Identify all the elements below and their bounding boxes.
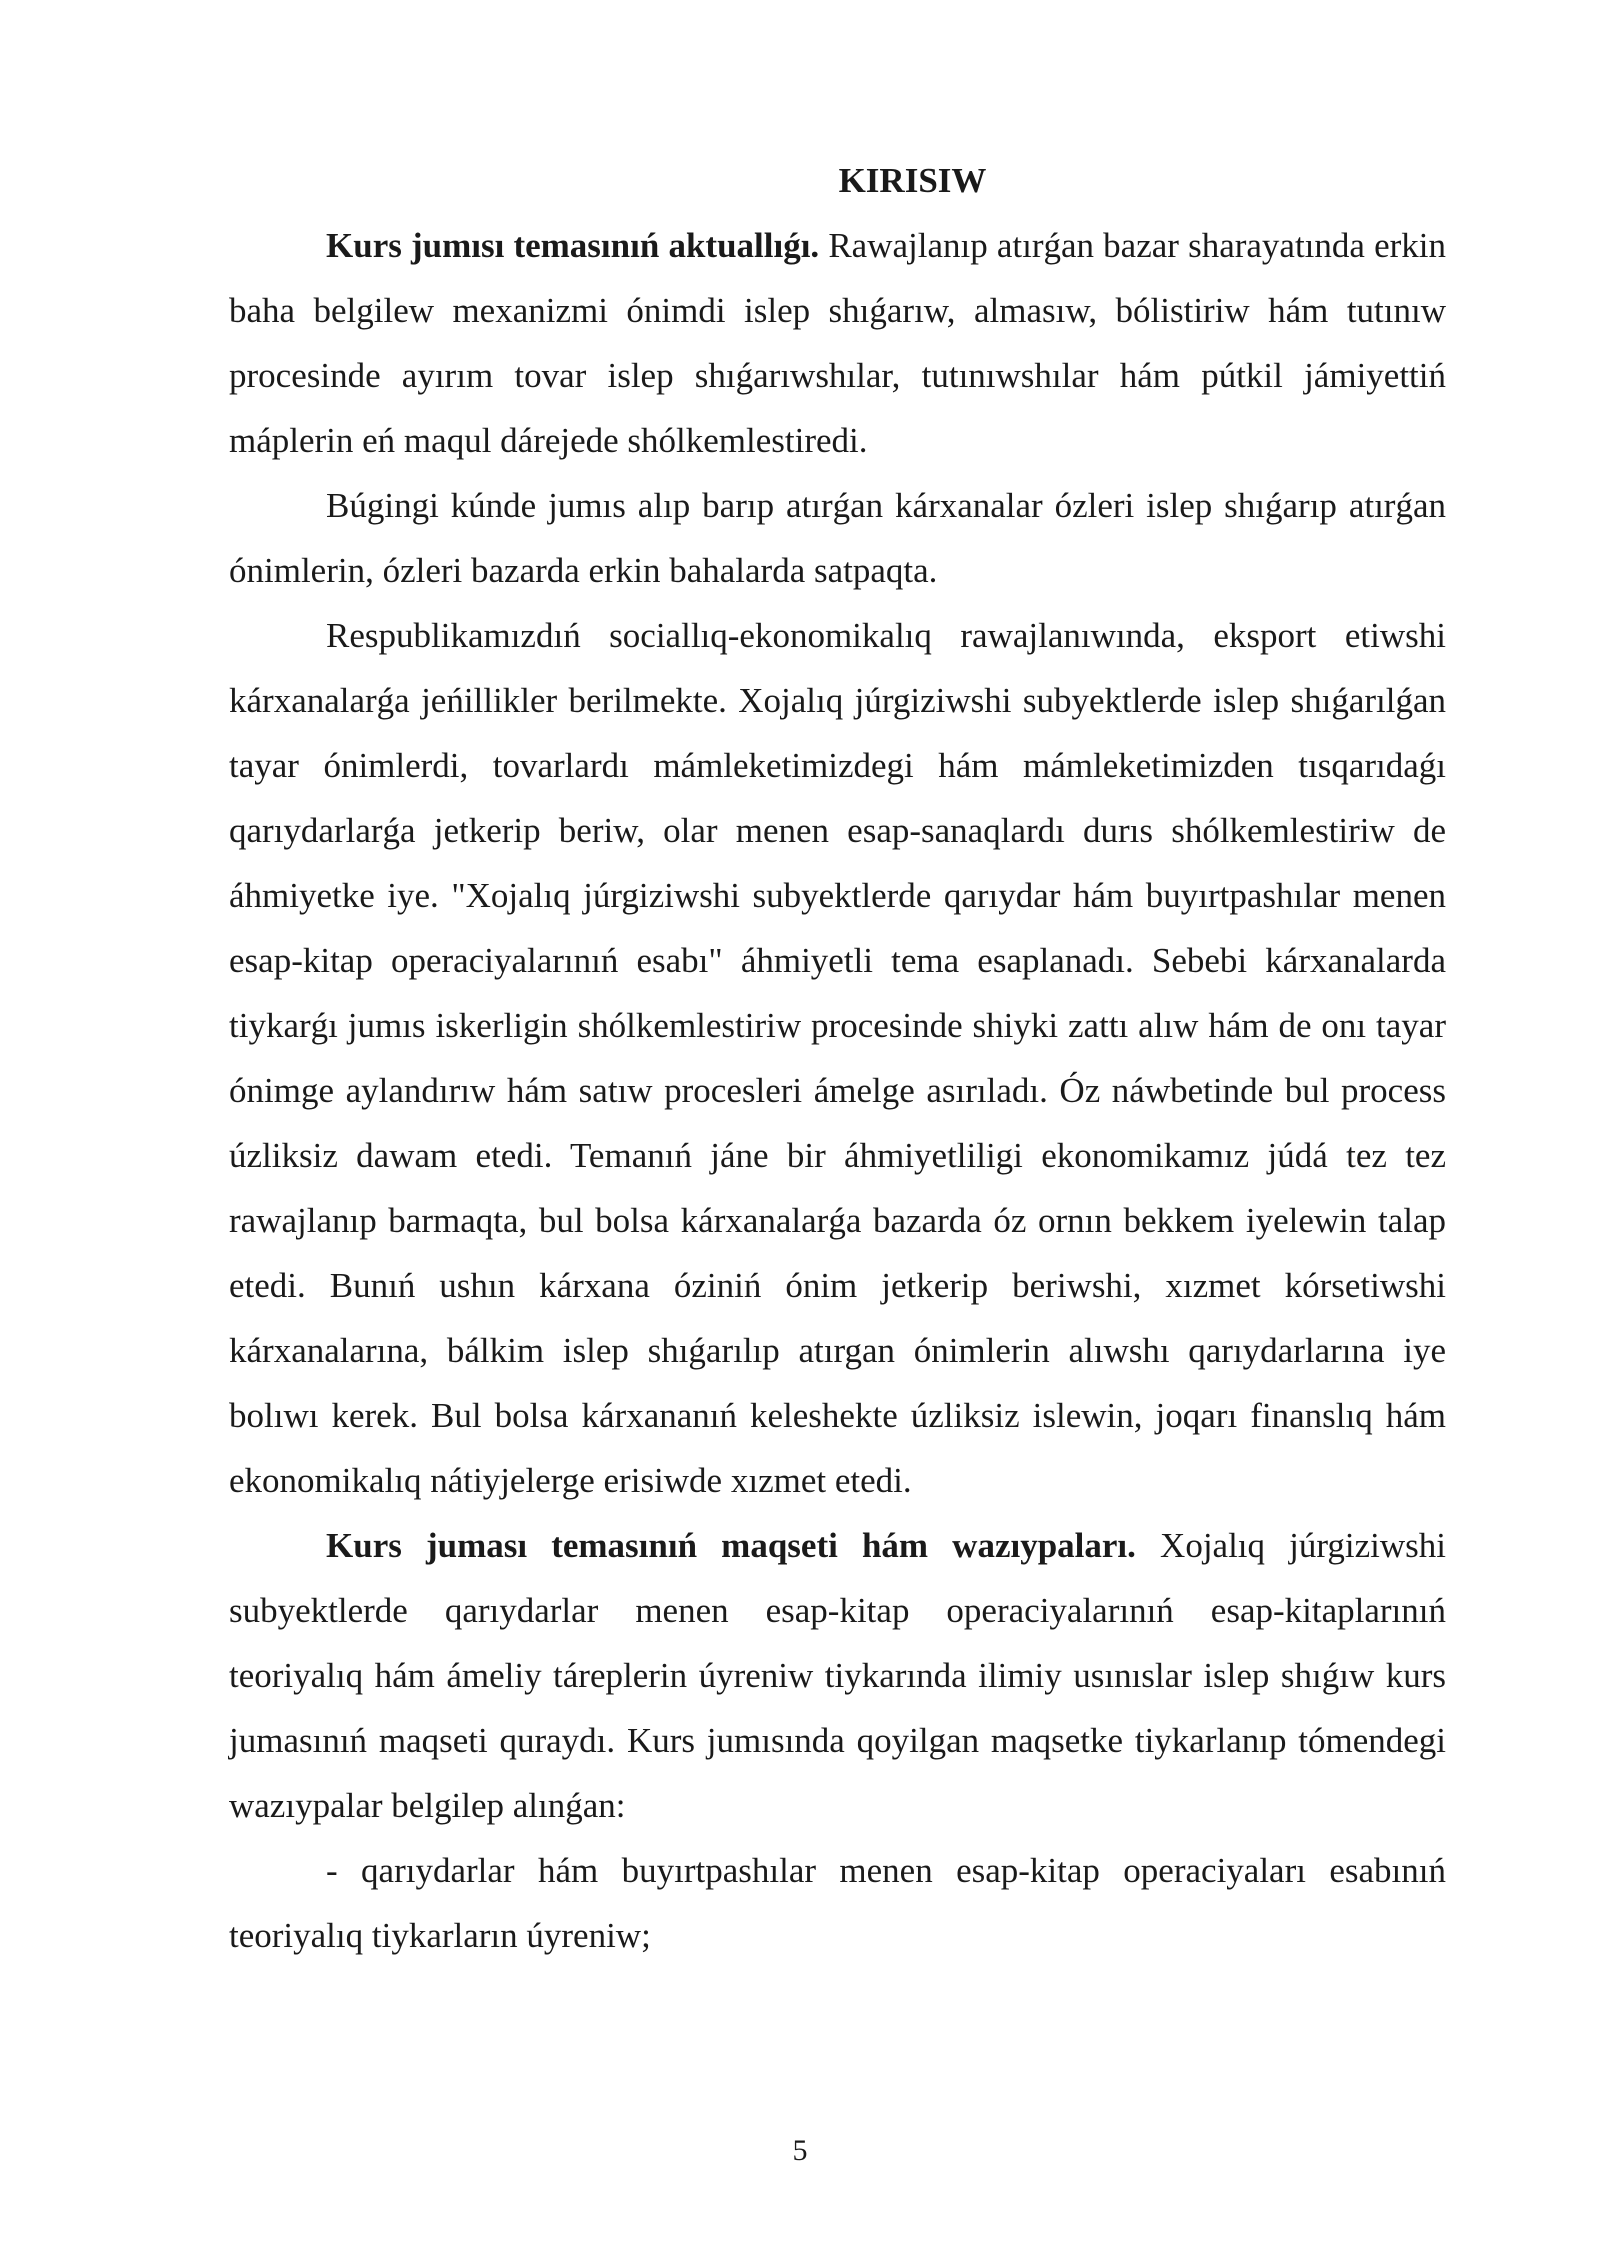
- paragraph-relevance: [229, 213, 1446, 473]
- page-body: [229, 148, 1446, 1968]
- paragraph-republic: [229, 603, 1446, 1513]
- paragraph-text: - qarıydarlar hám buyırtpashılar menen esap-kitap operaciyaları esabınıń teoriyalıq tiykarların úyreniw;: [229, 1851, 1446, 1955]
- paragraph-text: Respublikamızdıń sociallıq-ekonomikalıq rawajlanıwında, eksport etiwshi kárxanalarǵa jeńillikler berilmekte. Xojalıq júrgiziwshi subyektlerde islep shıǵarılǵan tayar ónimlerdi, tovarlardı mámleketimizdegi hám mámleketimizden tısqarıdaǵı qarıydarlarǵa jetkerip beriw, olar menen esap-sanaqlardı durıs shólkemlestiriw de áhmiyetke iye. "Xojalıq júrgiziwshi subyektlerde qarıydar hám buyırtpashılar menen esap-kitap operaciyalarınıń esabı" áhmiyetli tema esaplanadı. Sebebi kárxanalarda tiykarǵı jumıs iskerligin shólkemlestiriw procesinde shiyki zattı alıw hám de onı tayar ónimge aylandırıw hám satıw procesleri ámelge asırıladı. Óz náwbetinde bul process úzliksiz dawam etedi. Temanıń jáne bir áhmiyetliligi ekonomikamız júdá tez tez rawajlanıp barmaqta, bul bolsa kárxanalarǵa bazarda óz ornın bekkem iyelewin talap etedi. Bunıń ushın kárxana óziniń ónim jetkerip beriwshi, xızmet kórsetiwshi kárxanalarına, bálkim islep shıǵarılıp atırgan ónimlerin alıwshı qarıydarlarına iye bolıwı kerek. Bul bolsa kárxananıń keleshekte úzliksiz islewin, joqarı finanslıq hám ekonomikalıq nátiyjelerge erisiwde xızmet etedi.: [229, 616, 1446, 1500]
- paragraph-enterprises: [229, 473, 1446, 603]
- paragraph-lead: Kurs juması temasınıń maqseti hám wazıypaları.: [326, 1526, 1136, 1565]
- paragraph-text: Rawajlanıp atırǵan bazar sharayatında erkin baha belgilew mexanizmi ónimdi islep shıǵarıw, almasıw, bólistiriw hám tutınıw procesinde ayırım tovar islep shıǵarıwshılar, tutınıwshılar hám pútkil jámiyettiń máplerin eń maqul dárejede shólkemlestiredi.: [229, 226, 1446, 460]
- paragraph-text: Búgingi kúnde jumıs alıp barıp atırǵan kárxanalar ózleri islep shıǵarıp atırǵan ónimlerin, ózleri bazarda erkin bahalarda satpaqta.: [229, 486, 1446, 590]
- page-number: 5: [792, 2134, 808, 2167]
- paragraph-text: Xojalıq júrgiziwshi subyektlerde qarıydarlar menen esap-kitap operaciyalarınıń esap-kitaplarınıń teoriyalıq hám ámeliy táreplerin úyreniw tiykarında ilimiy usınıslar islep shıǵıw kurs jumasınıń maqseti quraydı. Kurs jumısında qoyilgan maqsetke tiykarlanıp tómendegi wazıypalar belgilep alınǵan:: [229, 1526, 1446, 1825]
- section-heading: KIRISIW: [838, 161, 987, 200]
- paragraph-goals: [229, 1513, 1446, 1838]
- paragraph-lead: Kurs jumısı temasınıń aktuallıǵı.: [326, 226, 820, 265]
- list-item-task: [229, 1838, 1446, 1968]
